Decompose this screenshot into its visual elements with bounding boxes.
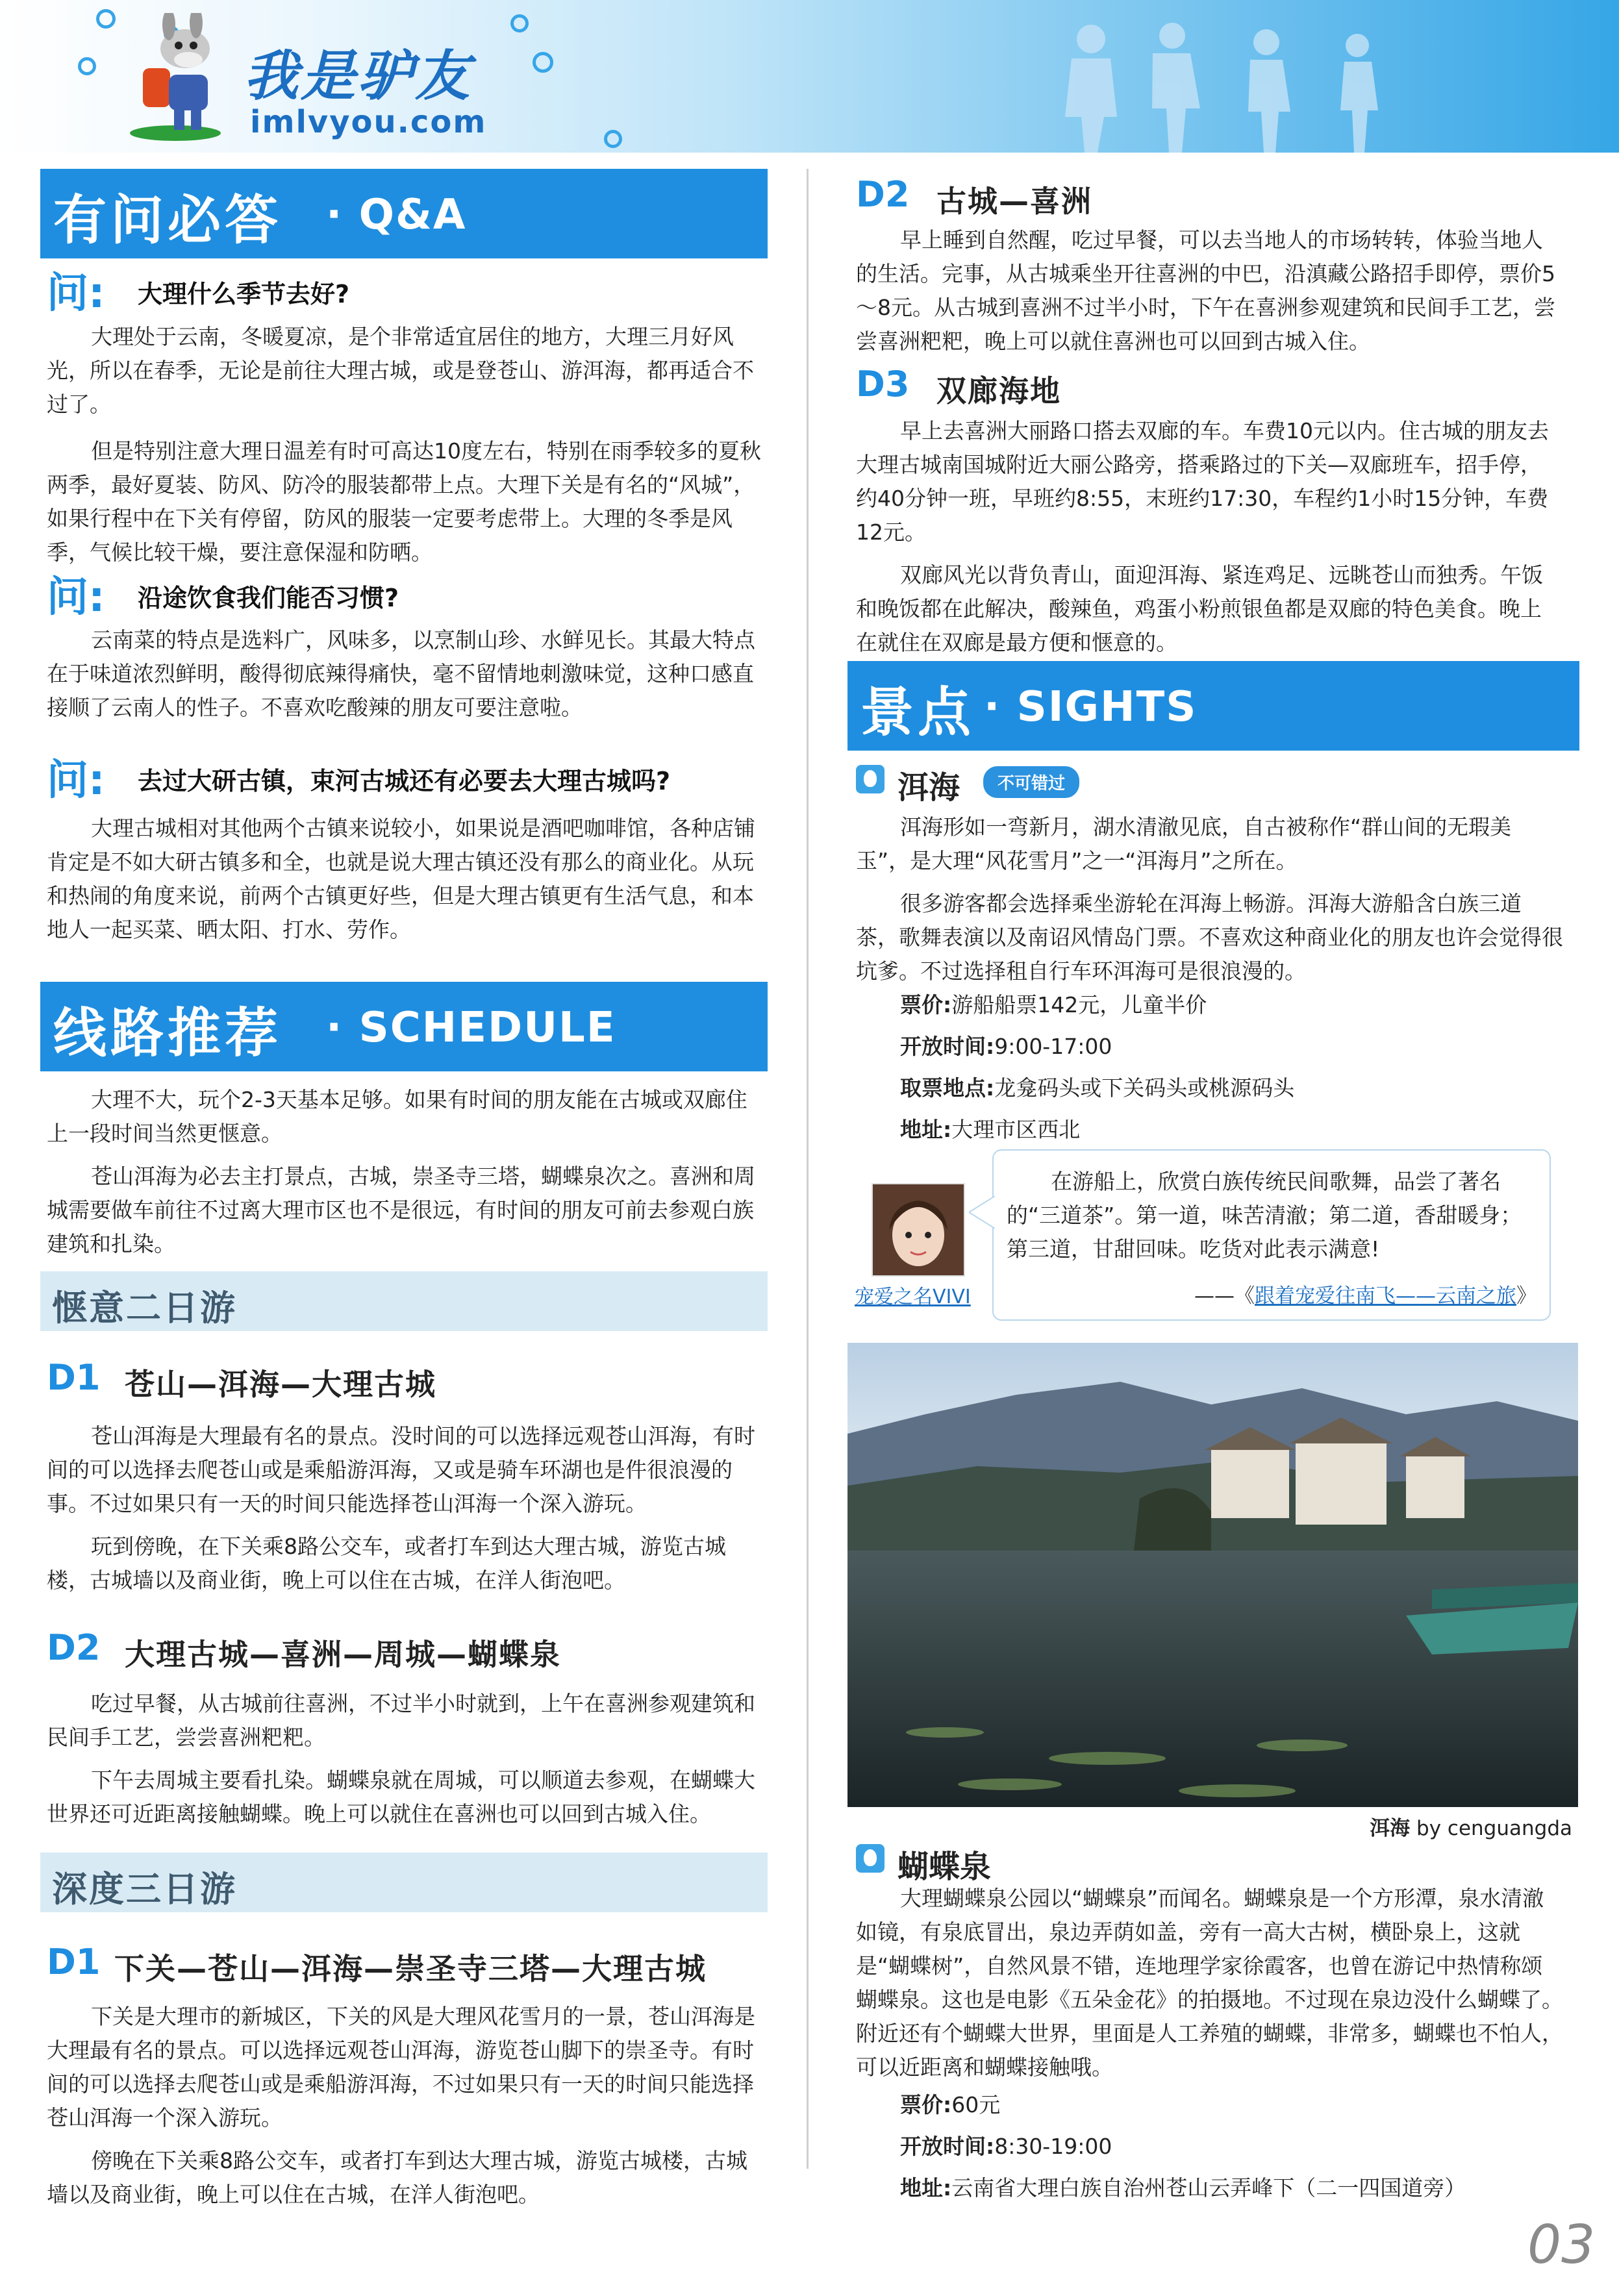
day-content: [856, 223, 1557, 358]
bubble-decoration: [604, 130, 622, 148]
intro-paragraph: 苍山洱海为必去主打景点，古城，崇圣寺三塔，蝴蝶泉次之。喜洲和周城需要做车前往不过离大理市区也不是很远，有时间的朋友可前去参观白族建筑和扎染。: [47, 1164, 755, 1256]
hikers-silhouette-icon: [1052, 13, 1507, 153]
spot-title: 洱海: [897, 769, 960, 806]
day-label: D3: [856, 364, 910, 405]
info-value: 大理市区西北: [951, 1117, 1081, 1142]
answer-block: [47, 623, 761, 725]
answer-block: [47, 812, 761, 947]
info-value: 游船船票142元，儿童半价: [951, 992, 1207, 1017]
sights-section-header: [847, 661, 1579, 751]
day-paragraph: 苍山洱海是大理最有名的景点。没时间的可以选择远观苍山洱海，有时间的可以选择去爬苍山或是乘船游洱海，又或是骑车环湖也是件很浪漫的事。不过如果只有一天的时间只能选择苍山洱海一个深入游玩。: [47, 1423, 755, 1516]
photo-caption: [1370, 1812, 1572, 1841]
day-content: [856, 414, 1557, 660]
quote-source-link[interactable]: 跟着宠爱往南飞——云南之旅: [1255, 1284, 1516, 1308]
day-title: 苍山—洱海—大理古城: [125, 1367, 436, 1402]
qa-section-header: [40, 169, 768, 258]
answer-block: [47, 320, 761, 569]
day-label: D1: [47, 1941, 101, 1982]
answer-paragraph: 但是特别注意大理日温差有时可高达10度左右，特别在雨季较多的夏秋两季，最好夏装、防风、防冷的服装都带上点。大理下关是有名的“风城”，如果行程中在下关有停留，防风的服装一定要考虑带上。大理的冬季是风季，气候比较干燥，要注意保湿和防晒。: [47, 438, 761, 565]
quote-source-prefix: ——《: [1194, 1284, 1255, 1308]
qa-title-cn: 有问必答: [53, 190, 282, 251]
spot-info: [900, 2088, 1575, 2205]
question-mark-label: 问:: [47, 573, 105, 621]
schedule-title-en: · SCHEDULE: [326, 1004, 616, 1052]
logo-url[interactable]: imlvyou.com: [250, 104, 487, 140]
day-title: 古城—喜洲: [936, 184, 1092, 219]
info-value: 8:30-19:00: [994, 2134, 1112, 2159]
day-paragraph: 早上睡到自然醒，吃过早餐，可以去当地人的市场转转，体验当地人的生活。完事，从古城乘坐开往喜洲的中巴，沿滇藏公路招手即停，票价5～8元。从古城到喜洲不过半小时，下午在喜洲参观建筑和民间手工艺，尝尝喜洲粑粑，晚上可以就住喜洲也可以回到古城入住。: [856, 227, 1555, 354]
day-heading: [47, 1941, 768, 1986]
erhai-photo: [847, 1343, 1578, 1807]
donkey-mascot-icon: [123, 13, 240, 143]
info-label: 开放时间:: [900, 2134, 995, 2159]
day-paragraph: 下午去周城主要看扎染。蝴蝶泉就在周城，可以顺道去参观，在蝴蝶大世界还可近距离接触蝴蝶。晚上可以就住在喜洲也可以回到古城入住。: [47, 1767, 755, 1827]
day-heading: [47, 1357, 768, 1402]
spot-info: [900, 988, 1575, 1147]
sights-title-cn: 景点: [860, 682, 975, 743]
day-title: 大理古城—喜洲—周城—蝴蝶泉: [125, 1637, 561, 1672]
page-header: [0, 0, 1619, 153]
schedule-intro: [47, 1083, 761, 1261]
three-day-tour-header: [40, 1853, 768, 1912]
day-label: D1: [47, 1357, 101, 1398]
info-value: 云南省大理白族自治州苍山云弄峰下（二一四国道旁）: [951, 2175, 1466, 2201]
schedule-title-cn: 线路推荐: [53, 1003, 282, 1064]
day-heading: [47, 1627, 768, 1672]
question-mark-label: 问:: [47, 756, 105, 805]
info-label: 开放时间:: [900, 1034, 995, 1059]
qa-item: [47, 260, 768, 319]
day-label: D2: [856, 174, 910, 215]
day-heading: [856, 174, 1577, 219]
two-day-tour-header: [40, 1271, 768, 1331]
quote-text: 在游船上，欣赏白族传统民间歌舞，品尝了著名的“三道茶”。第一道，味苦清澈；第二道，香甜暖身；第三道，甘甜回味。吃货对此表示满意!: [1007, 1169, 1522, 1262]
spot-heading-erhai: [856, 764, 1570, 806]
day-content: [47, 1419, 761, 1597]
quote-source-suffix: 》: [1516, 1284, 1537, 1308]
schedule-section-header: [40, 982, 768, 1071]
balloon-icon: [856, 765, 885, 793]
info-label: 地址:: [900, 1117, 952, 1142]
day-title: 双廊海地: [936, 373, 1061, 408]
day-paragraph: 吃过早餐，从古城前往喜洲，不过半小时就到，上午在喜洲参观建筑和民间手工艺，尝尝喜洲粑粑。: [47, 1691, 755, 1750]
day-paragraph: 下关是大理市的新城区，下关的风是大理风花雪月的一景，苍山洱海是大理最有名的景点。可以选择远观苍山洱海，游览苍山脚下的崇圣寺。有时间的可以选择去爬苍山或是乘船游洱海，不过如果只有一天的时间只能选择苍山洱海一个深入游玩。: [47, 2004, 755, 2130]
day-paragraph: 双廊风光以背负青山，面迎洱海、紧连鸡足、远眺苍山而独秀。午饭和晚饭都在此解决，酸辣鱼，鸡蛋小粉煎银鱼都是双廊的特色美食。晚上在就住在双廊是最方便和惬意的。: [856, 562, 1543, 655]
quote-box: [992, 1149, 1551, 1321]
quote-author-link[interactable]: 宠爱之名VIVI: [855, 1286, 971, 1308]
page-number: 03: [1527, 2214, 1596, 2276]
day-content: [47, 1687, 761, 1831]
info-row: [900, 1071, 1575, 1105]
spot-title: 蝴蝶泉: [897, 1849, 992, 1885]
lake-scene-image: [847, 1343, 1578, 1807]
info-row: [900, 2171, 1575, 2205]
balloon-icon: [856, 1844, 885, 1873]
info-label: 取票地点:: [900, 1075, 995, 1101]
day-paragraph: 早上去喜洲大丽路口搭去双廊的车。车费10元以内。住古城的朋友去大理古城南国城附近大丽公路旁，搭乘路过的下关—双廊班车，招手停，约40分钟一班，早班约8:55，末班约17:30，车程约1小时15分钟，车费12元。: [856, 418, 1549, 545]
photo-caption-credit: by cenguangda: [1410, 1817, 1572, 1840]
day-paragraph: 傍晚在下关乘8路公交车，或者打车到达大理古城，游览古城楼，古城墙以及商业街，晚上可以住在古城，在洋人街泡吧。: [47, 2148, 747, 2207]
day-content: [47, 2000, 761, 2212]
info-value: 9:00-17:00: [994, 1034, 1112, 1059]
sights-title-en: · SIGHTS: [984, 683, 1198, 731]
day-label: D2: [47, 1627, 101, 1668]
info-label: 票价:: [900, 992, 952, 1017]
info-label: 票价:: [900, 2092, 952, 2117]
answer-paragraph: 大理古城相对其他两个古镇来说较小，如果说是酒吧咖啡馆，各种店铺肯定是不如大研古镇多和全，也就是说大理古镇还没有那么的商业化。从玩和热闹的角度来说，前两个古镇更好些，但是大理古镇更有生活气息，和本地人一起买菜、晒太阳、打水、劳作。: [47, 816, 755, 942]
spot-paragraph: 很多游客都会选择乘坐游轮在洱海上畅游。洱海大游船含白族三道茶，歌舞表演以及南诏风情岛门票。不喜欢这种商业化的朋友也许会觉得很坑爹。不过选择租自行车环洱海可是很浪漫的。: [856, 891, 1563, 984]
bubble-decoration: [96, 9, 116, 29]
spot-paragraph: 大理蝴蝶泉公园以“蝴蝶泉”而闻名。蝴蝶泉是一个方形潭，泉水清澈如镜，有泉底冒出，泉边弄荫如盖，旁有一高大古树，横卧泉上，这就是“蝴蝶树”，自然风景不错，连地理学家徐霞客，也曾在游记中热情称颂蝴蝶泉。这也是电影《五朵金花》的拍摄地。不过现在泉边没什么蝴蝶了。附近还有个蝴蝶大世界，里面是人工养殖的蝴蝶，非常多，蝴蝶也不怕人，可以近距离和蝴蝶接触哦。: [856, 1886, 1563, 2080]
spot-description: [856, 810, 1564, 988]
day-title: 下关—苍山—洱海—崇圣寺三塔—大理古城: [114, 1951, 707, 1986]
info-value: 龙龛码头或下关码头或桃源码头: [994, 1075, 1295, 1101]
answer-paragraph: 大理处于云南，冬暖夏凉，是个非常适宜居住的地方，大理三月好风光，所以在春季，无论是前往大理古城，或是登苍山、游洱海，都再适合不过了。: [47, 324, 754, 417]
spot-heading-butterfly-spring: [856, 1843, 1570, 1885]
day-heading: [856, 364, 1577, 408]
info-row: [900, 1030, 1575, 1064]
question-text: 沿途饮食我们能否习惯?: [138, 584, 399, 612]
bubble-decoration: [78, 57, 96, 75]
column-divider: [807, 169, 809, 2169]
info-row: [900, 2130, 1575, 2164]
must-see-badge: 不可错过: [983, 766, 1079, 798]
avatar: [872, 1183, 965, 1277]
quote-pointer-icon: [969, 1196, 995, 1229]
quote-source: [1194, 1279, 1537, 1308]
intro-paragraph: 大理不大，玩个2-3天基本足够。如果有时间的朋友能在古城或双廊住上一段时间当然更惬意。: [47, 1087, 747, 1146]
info-row: [900, 988, 1575, 1022]
info-label: 地址:: [900, 2175, 952, 2201]
spot-description: [856, 1882, 1564, 2084]
bubble-decoration: [510, 14, 529, 32]
two-day-tour-title: 惬意二日游: [52, 1288, 237, 1329]
info-row: [900, 2088, 1575, 2122]
question-mark-label: 问:: [47, 269, 105, 318]
three-day-tour-title: 深度三日游: [52, 1869, 237, 1910]
spot-paragraph: 洱海形如一弯新月，湖水清澈见底，自古被称作“群山间的无瑕美玉”，是大理“风花雪月”之一“洱海月”之所在。: [856, 814, 1512, 873]
question-text: 去过大研古镇，束河古城还有必要去大理古城吗?: [138, 767, 671, 795]
photo-caption-name: 洱海: [1370, 1817, 1411, 1840]
day-paragraph: 玩到傍晚，在下关乘8路公交车，或者打车到达大理古城，游览古城楼，古城墙以及商业街，晚上可以住在古城，在洋人街泡吧。: [47, 1534, 726, 1593]
qa-item: [47, 747, 768, 806]
info-value: 60元: [951, 2092, 1001, 2117]
qa-item: [47, 564, 768, 623]
logo-title: 我是驴友: [244, 44, 473, 108]
answer-paragraph: 云南菜的特点是选料广，风味多，以烹制山珍、水鲜见长。其最大特点在于味道浓烈鲜明，酸得彻底辣得痛快，毫不留情地刺激味觉，这种口感直接顺了云南人的性子。不喜欢吃酸辣的朋友可要注意啦。: [47, 627, 755, 720]
bubble-decoration: [533, 52, 553, 73]
avatar-face-icon: [873, 1184, 964, 1275]
question-text: 大理什么季节去好?: [138, 280, 350, 308]
info-row: [900, 1113, 1575, 1147]
qa-title-en: · Q&A: [326, 191, 467, 239]
